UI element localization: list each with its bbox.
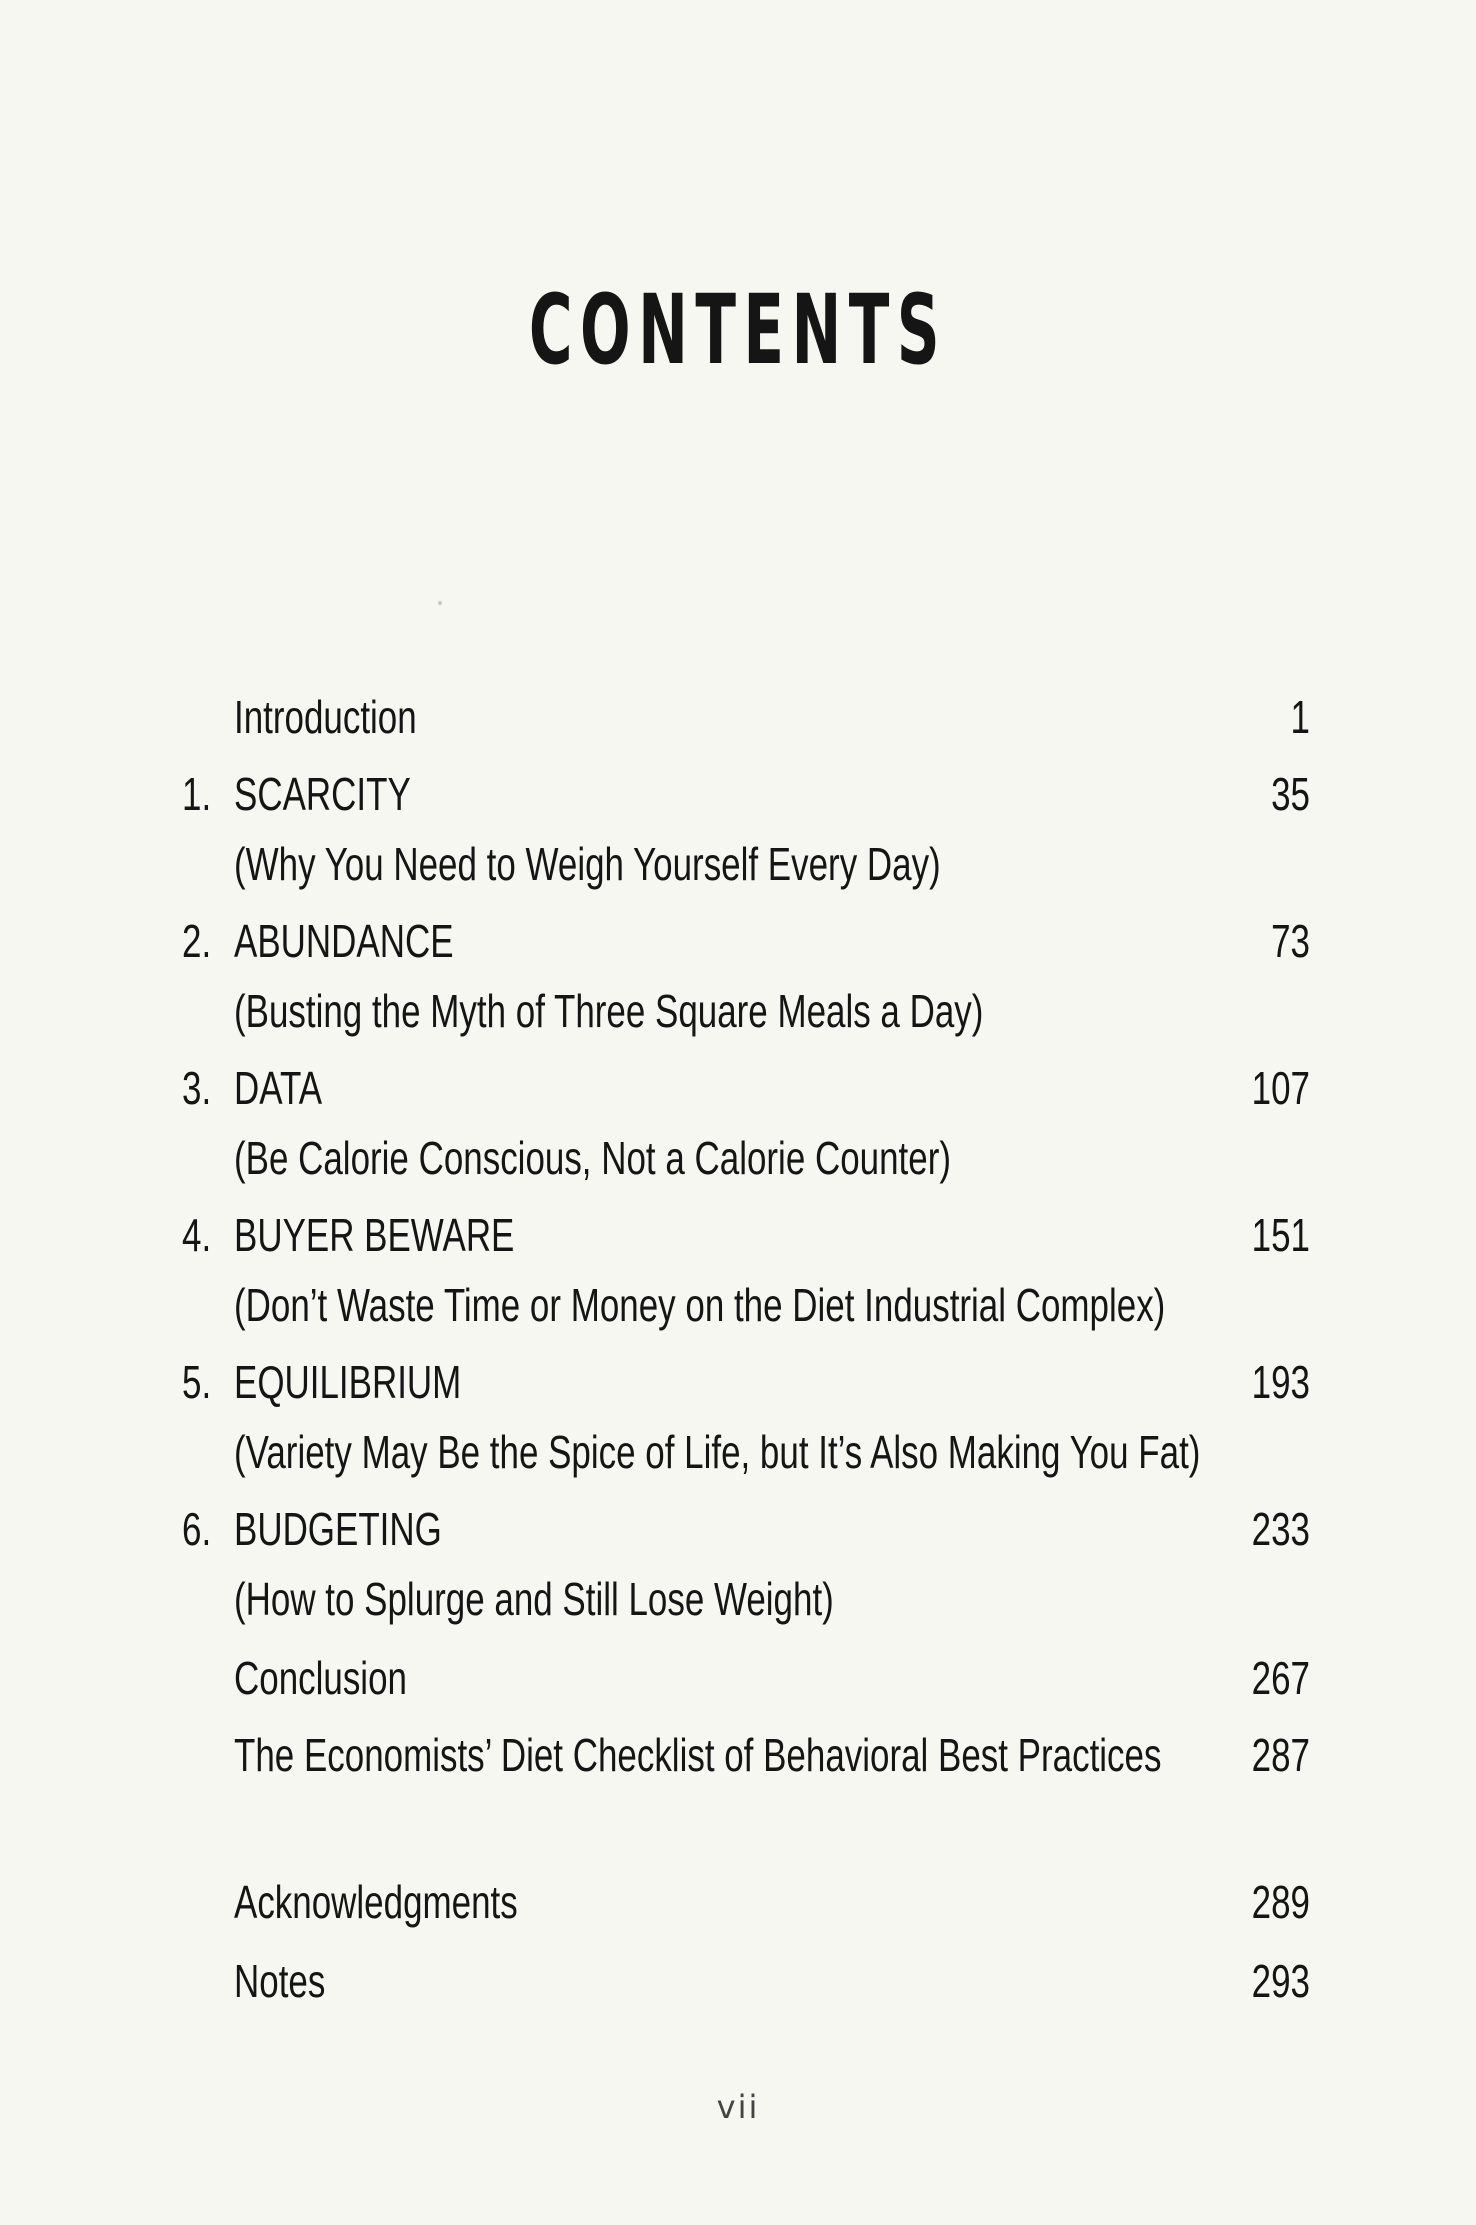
toc-entry-label: ABUNDANCE [234, 915, 454, 967]
toc-entry-subtitle: (Don’t Waste Time or Money on the Diet Industrial Complex) [234, 1279, 1166, 1331]
toc-entry-subtitle: (How to Splurge and Still Lose Weight) [234, 1573, 834, 1625]
toc-entry-subtitle: (Variety May Be the Spice of Life, but It’s Also Making You Fat) [234, 1426, 1201, 1478]
toc-entry-subtitle: (Be Calorie Conscious, Not a Calorie Counter) [234, 1132, 951, 1184]
toc-entry-introduction [0, 680, 1476, 755]
toc-entry-chapter-1 [0, 757, 1476, 832]
toc-entry-label: Notes [234, 1955, 326, 2007]
toc-entry-page: 233 [1251, 1503, 1310, 1555]
toc-entry-label: Acknowledgments [234, 1876, 518, 1928]
toc-entry-chapter-5 [0, 1345, 1476, 1420]
toc-entry-number: 3. [182, 1062, 212, 1114]
toc-entry-chapter-3 [0, 1051, 1476, 1126]
toc-entry-subtitle: (Busting the Myth of Three Square Meals a Day) [234, 985, 984, 1037]
toc-entry-label: SCARCITY [234, 768, 411, 820]
toc-entry-page: 293 [1251, 1955, 1310, 2007]
toc-entry-number: 6. [182, 1503, 212, 1555]
toc-entry-page: 267 [1251, 1652, 1310, 1704]
toc-entry-conclusion [0, 1641, 1476, 1716]
toc-entry-page: 193 [1251, 1356, 1310, 1408]
toc-entry-page: 287 [1251, 1729, 1310, 1781]
toc-entry-number: 5. [182, 1356, 212, 1408]
toc-entry-label: BUYER BEWARE [234, 1209, 515, 1261]
toc-entry-number: 4. [182, 1209, 212, 1261]
toc-entry-chapter-4 [0, 1198, 1476, 1273]
toc-entry-page: 151 [1251, 1209, 1310, 1261]
toc-entry-label: Introduction [234, 691, 417, 743]
page-folio: vii [716, 2088, 760, 2126]
toc-entry-number: 2. [182, 915, 212, 967]
toc-entry-page: 73 [1271, 915, 1310, 967]
toc-entry-chapter-6 [0, 1492, 1476, 1567]
toc-entry-page: 35 [1271, 768, 1310, 820]
toc-entry-page: 107 [1251, 1062, 1310, 1114]
toc-entry-label: Conclusion [234, 1652, 407, 1704]
toc-entry-label: EQUILIBRIUM [234, 1356, 462, 1408]
toc-entry-chapter-2 [0, 904, 1476, 979]
toc-entry-acknowledgments [0, 1865, 1476, 1940]
page-title: CONTENTS [528, 274, 948, 386]
toc-entry-label: BUDGETING [234, 1503, 442, 1555]
toc-entry-label: The Economists’ Diet Checklist of Behavioral Best Practices [234, 1729, 1162, 1781]
toc-entry-page: 1 [1290, 691, 1310, 743]
toc-entry-label: DATA [234, 1062, 323, 1114]
toc-entry-subtitle: (Why You Need to Weigh Yourself Every Day) [234, 838, 941, 890]
toc-entry-notes [0, 1944, 1476, 2019]
toc-entry-page: 289 [1251, 1876, 1310, 1928]
toc-entry-number: 1. [182, 768, 212, 820]
toc-entry-checklist [0, 1718, 1476, 1793]
